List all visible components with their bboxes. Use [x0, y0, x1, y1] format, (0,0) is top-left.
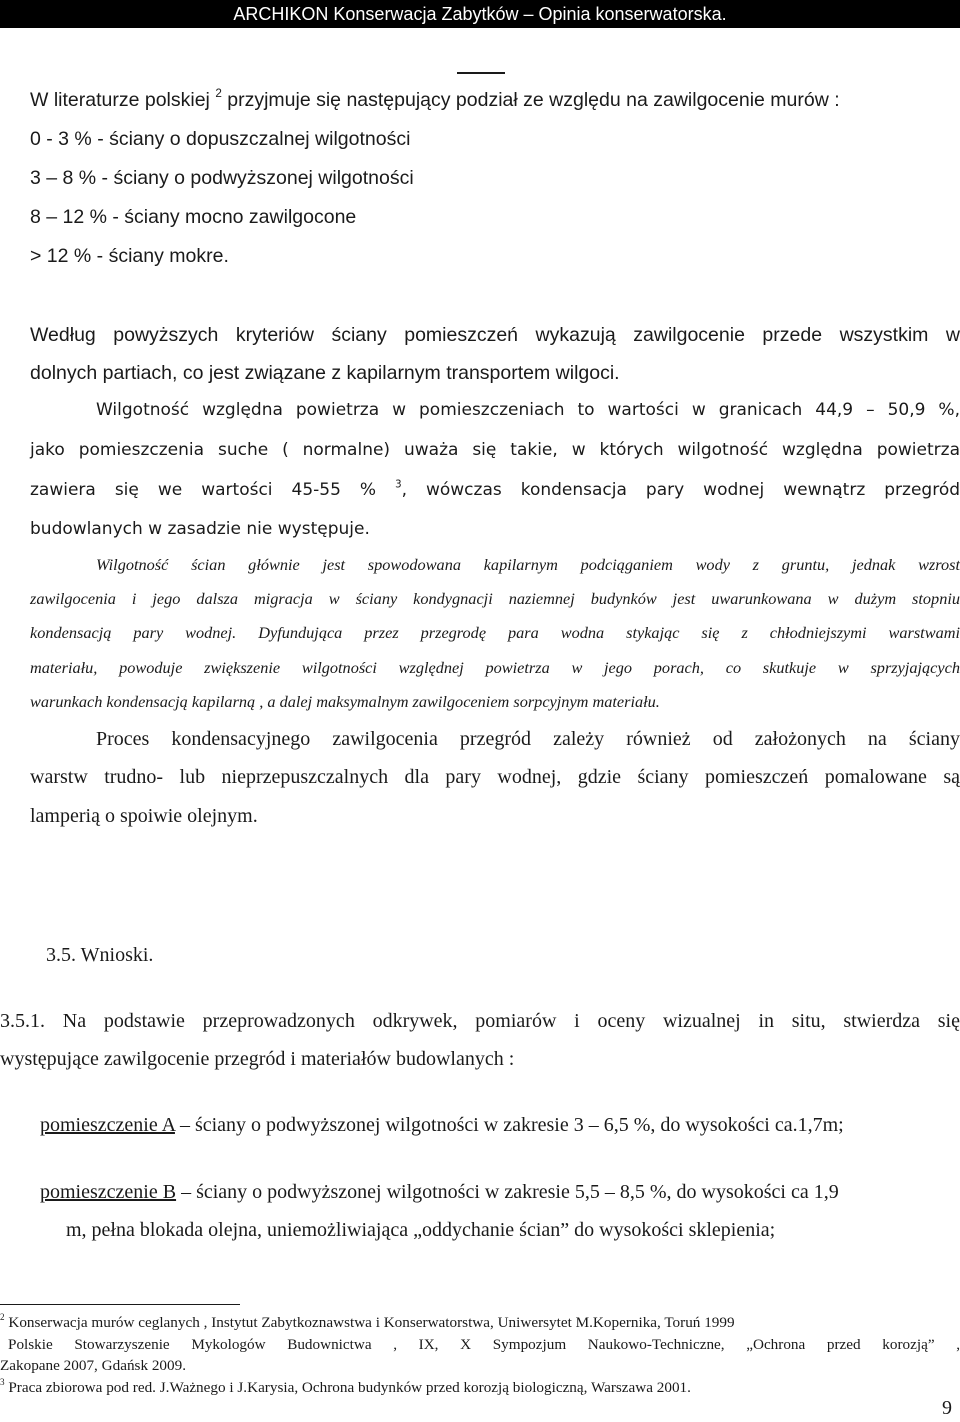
list-intro — [30, 86, 930, 114]
italic-line: Wilgotność ścian głównie jest spowodowana kapilarnym podciąganiem wody z gruntu, jednak wzrost — [96, 555, 960, 574]
list-intro-after: przyjmuje się następujący podział ze względu na zawilgocenie murów : — [221, 89, 840, 111]
paragraph-line: dolnych partiach, co jest związane z kapilarnym transportem wilgoci. — [30, 362, 620, 384]
section-heading: 3.5. Wnioski. — [46, 944, 154, 966]
italic-line: materiału, powoduje zwiększenie wilgotności względnej powietrza w jego porach, co skutkuje w sprzyjających — [30, 658, 960, 677]
footnote-3 — [0, 1377, 960, 1399]
room-b-line2: m, pełna blokada olejna, uniemożliwiająca „oddychanie ścian” do wysokości sklepienia; — [66, 1219, 776, 1241]
paragraph-line: Wilgotność względna powietrza w pomieszczeniach to wartości w granicach 44,9 – 50,9 %, — [96, 400, 960, 420]
paragraph-line: jako pomieszczenia suche ( normalne) uważa się takie, w których wilgotność względna powietrza — [30, 440, 960, 460]
room-b-text: – ściany o podwyższonej wilgotności w zakresie 5,5 – 8,5 %, do wysokości ca 1,9 — [176, 1181, 839, 1203]
conclusion-line: występujące zawilgocenie przegród i materiałów budowlanych : — [0, 1048, 515, 1070]
footnote-3-number: 3 — [0, 1377, 5, 1388]
footnote-3-text: Praca zbiorowa pod red. J.Ważnego i J.Karysia, Ochrona budynków przed korozją biologiczną, Warszawa 2001. — [4, 1379, 691, 1396]
paragraph-text: zawiera się we wartości 45-55 % — [30, 480, 396, 500]
italic-line: zawilgocenia i jego dalsza migracja w ściany kondygnacji naziemnej budynków jest uwarunkowana w dużym stopniu — [30, 589, 960, 608]
footnote-separator — [0, 1304, 240, 1305]
range-item: 3 – 8 % - ściany o podwyższonej wilgotności — [30, 167, 414, 189]
paragraph-line: Według powyższych kryteriów ściany pomieszczeń wykazują zawilgocenie przede wszystkim w — [30, 324, 960, 346]
decorative-rule — [457, 72, 505, 74]
header-title: ARCHIKON Konserwacja Zabytków – Opinia konserwatorska. — [233, 4, 727, 24]
footnote-2-text: Konserwacja murów ceglanych , Instytut Zabytkoznawstwa i Konserwatorstwa, Uniwersytet M.Kopernika, Toruń 1999 — [4, 1314, 735, 1331]
paragraph-text: , wówczas kondensacja pary wodnej wewnątrz przegród — [401, 480, 960, 500]
range-item: 0 - 3 % - ściany o dopuszczalnej wilgotności — [30, 128, 411, 150]
paragraph-line: budowlanych w zasadzie nie występuje. — [30, 519, 370, 539]
italic-line: kondensacją pary wodnej. Dyfundująca przez przegrodę para wodna stykając się z chłodniejszymi warstwami — [30, 623, 960, 642]
range-item: 8 – 12 % - ściany mocno zawilgocone — [30, 206, 357, 228]
document-header — [0, 0, 960, 28]
footnote-2 — [0, 1312, 960, 1334]
paragraph-line — [30, 476, 960, 504]
list-intro-before: W literaturze polskiej — [30, 89, 216, 111]
room-a-line — [40, 1111, 955, 1139]
footnote-2-line3: Zakopane 2007, Gdańsk 2009. — [0, 1357, 187, 1374]
conclusion-line: 3.5.1. Na podstawie przeprowadzonych odkrywek, pomiarów i oceny wizualnej in situ, stwierdza się — [0, 1010, 960, 1032]
page-number: 9 — [942, 1397, 952, 1419]
footnote-ref-3: 3 — [395, 479, 402, 491]
footnote-2-line2: Polskie Stowarzyszenie Mykologów Budownictwa , IX, X Sympozjum Naukowo-Techniczne, „Ochrona przed korozją” , — [8, 1336, 960, 1353]
paragraph-line: warstw trudno- lub nieprzepuszczalnych dla pary wodnej, gdzie ściany pomieszczeń pomalowane są — [30, 766, 960, 788]
range-item: > 12 % - ściany mokre. — [30, 245, 229, 267]
room-b-line — [34, 1178, 954, 1206]
paragraph-line: Proces kondensacyjnego zawilgocenia przegród zależy również od założonych na ściany — [96, 728, 960, 750]
room-a-label: pomieszczenie A — [40, 1114, 175, 1136]
room-a-text: – ściany o podwyższonej wilgotności w zakresie 3 – 6,5 %, do wysokości ca.1,7m; — [174, 1114, 844, 1136]
room-b-label: pomieszczenie B — [40, 1181, 177, 1203]
footnote-2-number: 2 — [0, 1312, 5, 1323]
paragraph-line: lamperią o spoiwie olejnym. — [30, 805, 258, 827]
footnote-ref-2: 2 — [215, 87, 222, 101]
italic-line: warunkach kondensacją kapilarną , a dalej maksymalnym zawilgoceniem sorpcyjnym materiału. — [30, 692, 660, 711]
